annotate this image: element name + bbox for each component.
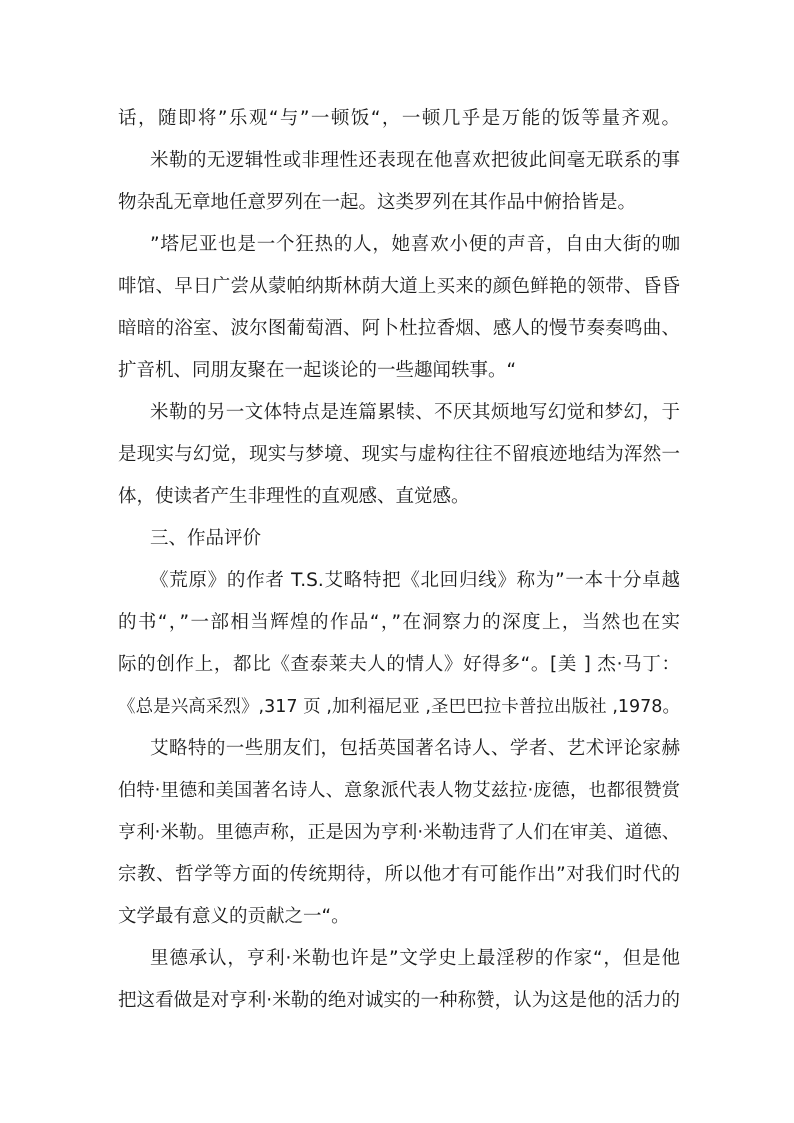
text-line-2: 米勒的无逻辑性或非理性还表现在他喜欢把彼此间毫无联系的事	[150, 150, 680, 171]
text-line-12: 《荒原》的作者 T.S.艾略特把《北回归线》称为”一本十分卓越	[150, 570, 680, 591]
text-line-16: 艾略特的一些朋友们，包括英国著名诗人、学者、艺术评论家赫	[150, 738, 680, 759]
text-line-20: 文学最有意义的贡献之一“。	[118, 906, 350, 927]
text-line-17: 伯特·里德和美国著名诗人、意象派代表人物艾兹拉·庞德，也都很赞赏	[118, 780, 680, 801]
text-line-1: 话，随即将”乐观“与”一顿饭“，一顿几乎是万能的饭等量齐观。	[118, 108, 680, 129]
text-line-4: ”塔尼亚也是一个狂热的人，她喜欢小便的声音，自由大街的咖	[150, 234, 680, 255]
text-line-9: 是现实与幻觉，现实与梦境、现实与虚构往往不留痕迹地结为浑然一	[118, 444, 680, 465]
text-line-3: 物杂乱无章地任意罗列在一起。这类罗列在其作品中俯拾皆是。	[118, 192, 637, 213]
text-line-13: 的书“，”一部相当辉煌的作品“，”在洞察力的深度上，当然也在实	[118, 612, 680, 633]
text-line-5: 啡馆、早日广尝从蒙帕纳斯林荫大道上买来的颜色鲜艳的领带、昏昏	[118, 276, 680, 297]
section-heading: 三、作品评价	[150, 528, 262, 549]
text-line-19: 宗教、哲学等方面的传统期待，所以他才有可能作出”对我们时代的	[118, 864, 680, 885]
text-line-7: 扩音机、同朋友聚在一起谈论的一些趣闻轶事。“	[118, 360, 517, 381]
citation-line: 《总是兴高采烈》,317 页 ,加利福尼亚 ,圣巴巴拉卡普拉出版社 ,1978。	[118, 697, 680, 717]
text-line-8: 米勒的另一文体特点是连篇累犊、不厌其烦地写幻觉和梦幻，于	[150, 402, 680, 423]
text-line-10: 体，使读者产生非理性的直观感、直觉感。	[118, 486, 470, 507]
text-line-18: 亨利·米勒。里德声称，正是因为亨利·米勒违背了人们在审美、道德、	[118, 822, 680, 843]
text-line-14: 际的创作上，都比《查泰莱夫人的情人》好得多“。[美 ] 杰·马丁：	[118, 654, 680, 675]
text-line-21: 里德承认，亨利·米勒也许是”文学史上最淫秽的作家“，但是他	[150, 948, 680, 969]
text-line-22: 把这看做是对亨利·米勒的绝对诚实的一种称赞，认为这是他的活力的	[118, 990, 680, 1011]
text-line-6: 暗暗的浴室、波尔图葡萄酒、阿卜杜拉香烟、感人的慢节奏奏鸣曲、	[118, 318, 680, 339]
